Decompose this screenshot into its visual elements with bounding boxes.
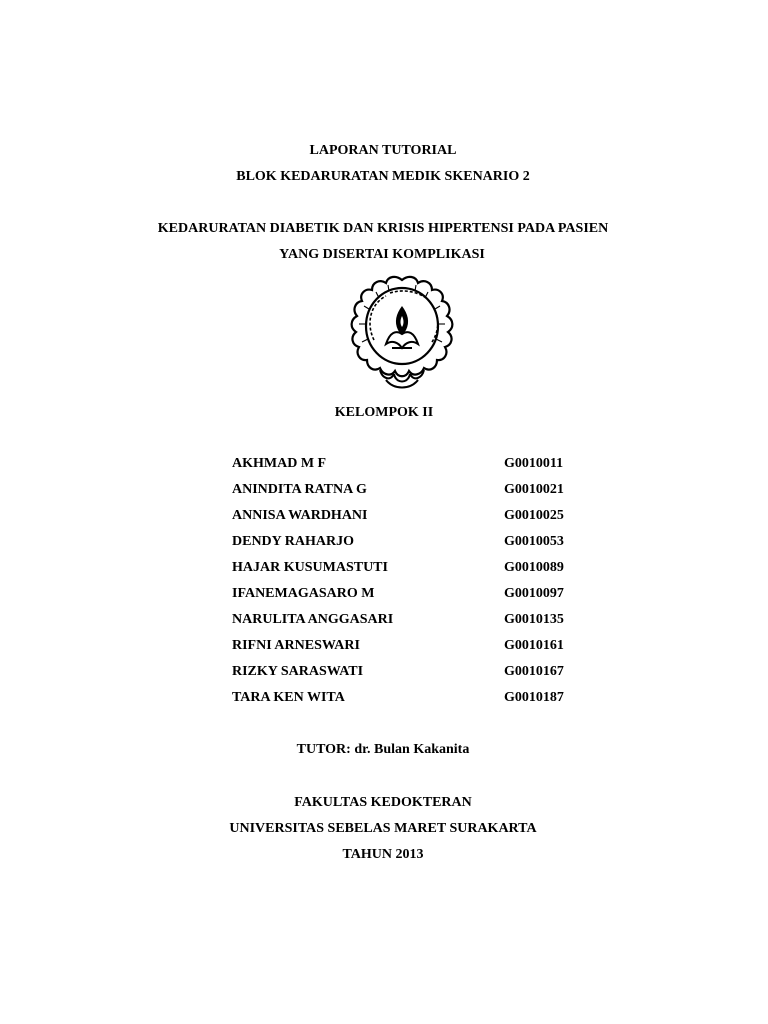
tutor-line: TUTOR: dr. Bulan Kakanita (296, 742, 470, 757)
member-row (232, 611, 592, 637)
member-name: AKHMAD M F (232, 456, 327, 471)
member-name: HAJAR KUSUMASTUTI (232, 560, 388, 575)
member-row (232, 689, 592, 715)
university-name: UNIVERSITAS SEBELAS MARET SURAKARTA (229, 821, 537, 836)
member-nim: G0010135 (504, 612, 564, 627)
university-seal-icon (346, 274, 458, 392)
member-name: IFANEMAGASARO M (232, 586, 375, 601)
report-title: LAPORAN TUTORIAL (309, 143, 457, 158)
member-name: DENDY RAHARJO (232, 534, 354, 549)
group-label: KELOMPOK II (334, 405, 434, 420)
member-row (232, 585, 592, 611)
report-subtitle-line-2: YANG DISERTAI KOMPLIKASI (279, 247, 485, 262)
member-name: RIZKY SARASWATI (232, 664, 364, 679)
member-nim: G0010161 (504, 638, 564, 653)
member-nim: G0010089 (504, 560, 564, 575)
member-name: ANNISA WARDHANI (232, 508, 368, 523)
member-row (232, 481, 592, 507)
member-name: RIFNI ARNESWARI (232, 638, 360, 653)
member-name: ANINDITA RATNA G (232, 482, 367, 497)
member-row (232, 455, 592, 481)
member-row (232, 559, 592, 585)
member-nim: G0010097 (504, 586, 564, 601)
report-subtitle-line-1: KEDARURATAN DIABETIK DAN KRISIS HIPERTENSI PADA PASIEN (157, 221, 609, 236)
member-nim: G0010011 (504, 456, 564, 471)
member-row (232, 507, 592, 533)
member-nim: G0010025 (504, 508, 564, 523)
member-name: TARA KEN WITA (232, 690, 345, 705)
faculty-name: FAKULTAS KEDOKTERAN (294, 795, 472, 810)
member-nim: G0010053 (504, 534, 564, 549)
member-row (232, 663, 592, 689)
year-label: TAHUN 2013 (342, 847, 424, 862)
member-row (232, 533, 592, 559)
member-list (232, 455, 592, 715)
member-nim: G0010021 (504, 482, 564, 497)
member-nim: G0010167 (504, 664, 564, 679)
member-name: NARULITA ANGGASARI (232, 612, 394, 627)
block-scenario-title: BLOK KEDARURATAN MEDIK SKENARIO 2 (236, 169, 530, 184)
member-row (232, 637, 592, 663)
member-nim: G0010187 (504, 690, 564, 705)
